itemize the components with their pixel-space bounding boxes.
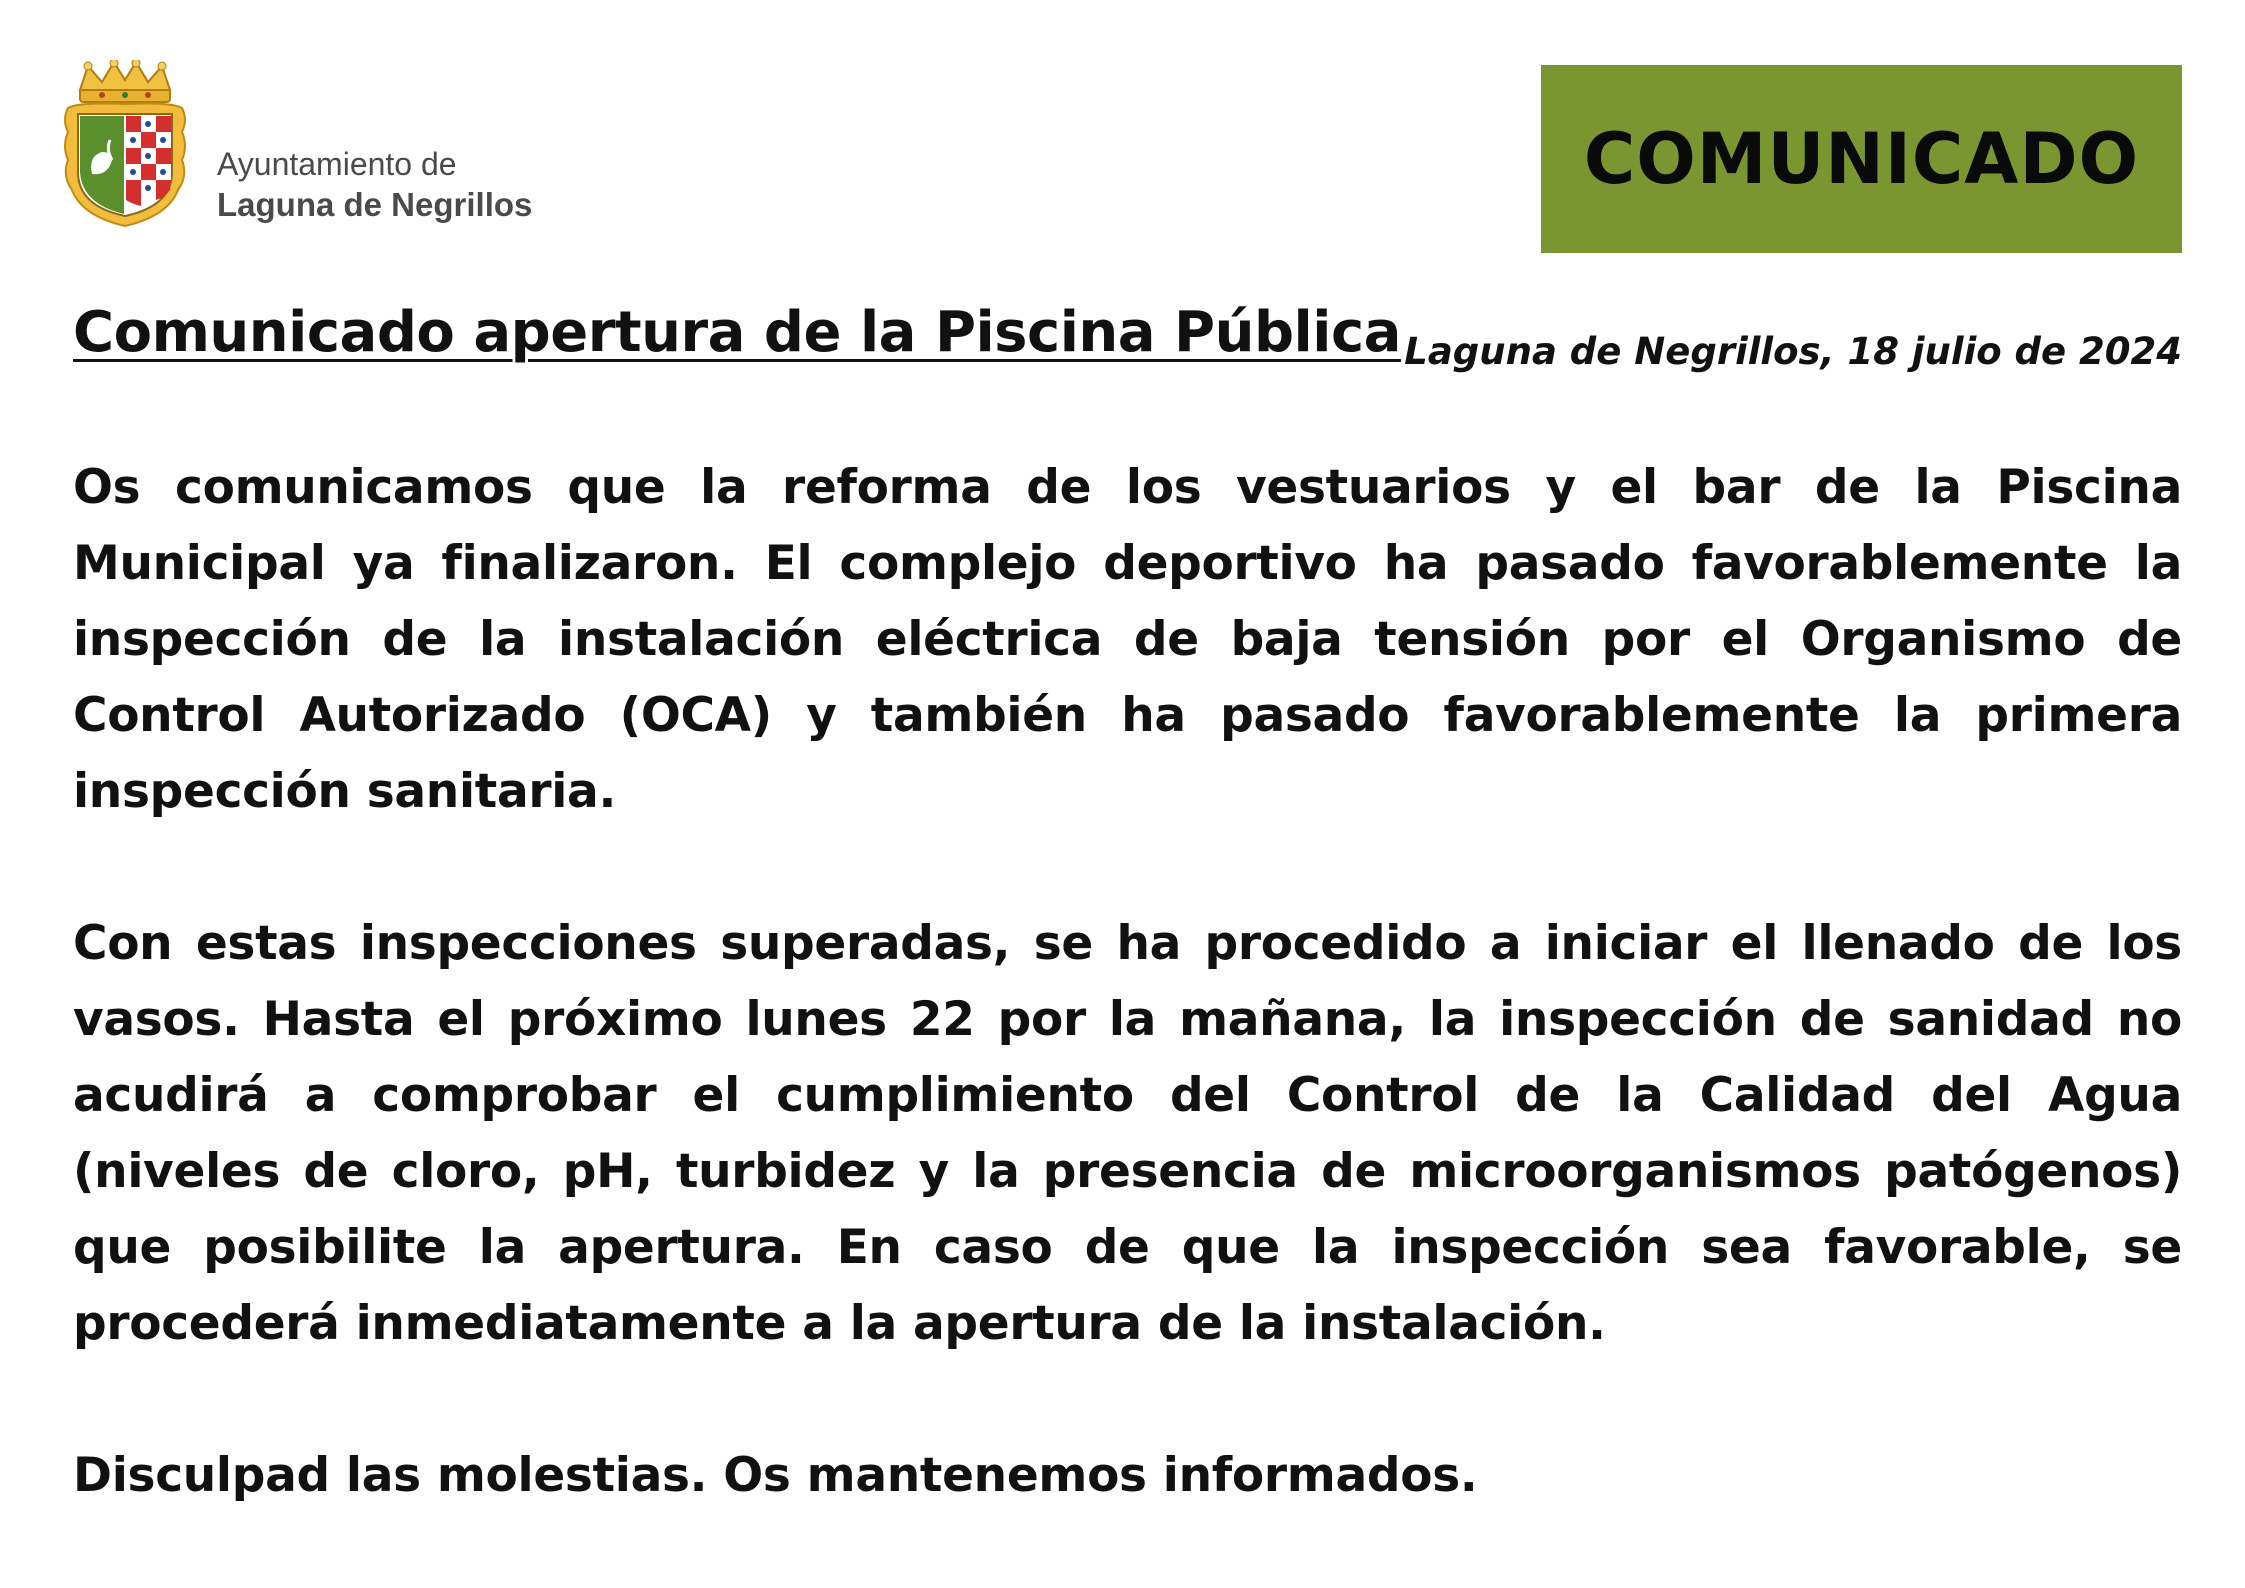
comunicado-badge — [1541, 65, 2182, 253]
document-body — [73, 450, 2182, 1514]
logo-text — [217, 144, 637, 226]
municipality-logo — [62, 60, 622, 240]
logo-line-ayuntamiento: Ayuntamiento de — [217, 146, 457, 182]
closing-paragraph: Disculpad las molestias. Os mantenemos informados. — [73, 1448, 1478, 1503]
logo-line-municipality: Laguna de Negrillos — [217, 186, 533, 223]
coat-of-arms-icon — [62, 60, 188, 230]
document-date: Laguna de Negrillos, 18 julio de 2024 — [1404, 330, 2182, 373]
crown-icon — [80, 60, 170, 102]
body-paragraph: Con estas inspecciones superadas, se ha procedido a iniciar el llenado de los vasos. Hasta el próximo lunes 22 por la mañana, la inspección de sanidad no acudirá a comprobar el cumplimiento del Control de la Calidad del Agua (niveles de cloro, pH, turbidez y la presencia de microorganismos patógenos) que posibilite la apertura. En caso de que la inspección sea favorable, se procederá inmediatamente a la apertura de la instalación. — [73, 916, 2182, 1351]
body-paragraph: Os comunicamos que la reforma de los vestuarios y el bar de la Piscina Municipal ya finalizaron. El complejo deportivo ha pasado favorablemente la inspección de la instalación eléctrica de baja tensión por el Organismo de Control Autorizado (OCA) y también ha pasado favorablemente la primera inspección sanitaria. — [73, 460, 2182, 819]
badge-label: COMUNICADO — [1583, 118, 2140, 200]
document-title: Comunicado apertura de la Piscina Pública — [73, 300, 1401, 365]
